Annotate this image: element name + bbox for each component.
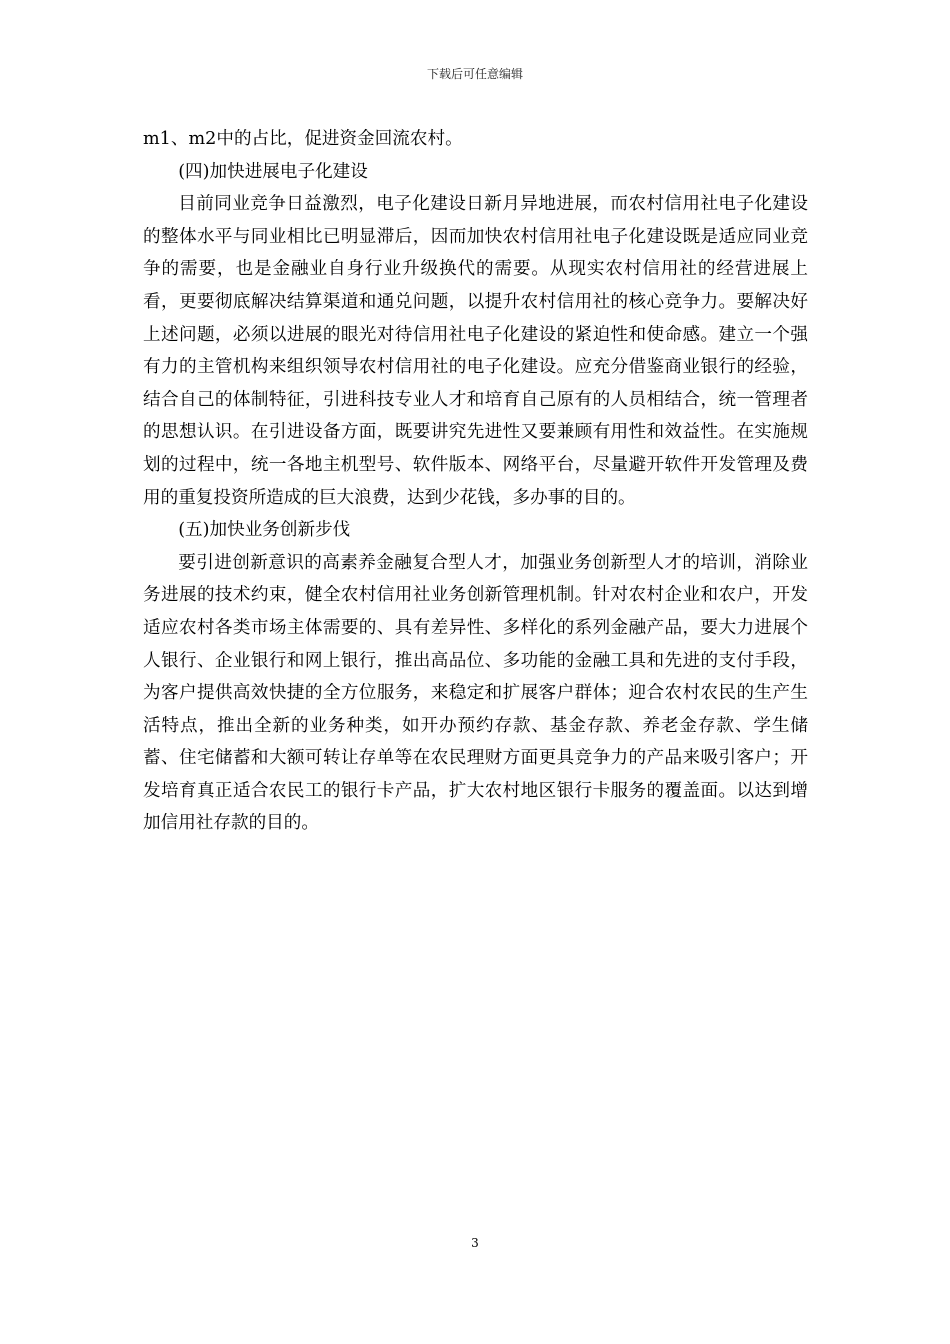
page-number: 3: [471, 1236, 479, 1250]
paragraph-continuation: m1、m2中的占比，促进资金回流农村。: [143, 129, 463, 149]
document-body: [143, 123, 808, 840]
page-header: 下载后可任意编辑: [426, 67, 523, 81]
paragraph-business-innovation: 要引进创新意识的高素养金融复合型人才，加强业务创新型人才的培训，消除业务进展的技术约束，健全农村信用社业务创新管理机制。针对农村企业和农户，开发适应农村各类市场主体需要的、具有差异性、多样化的系列金融产品，要大力进展个人银行、企业银行和网上银行，推出高品位、多功能的金融工具和先进的支付手段，为客户提供高效快捷的全方位服务，来稳定和扩展客户群体；迎合农村农民的生产生活特点，推出全新的业务种类，如开办预约存款、基金存款、养老金存款、学生储蓄、住宅储蓄和大额可转让存单等在农民理财方面更具竞争力的产品来吸引客户；开发培育真正适合农民工的银行卡产品，扩大农村地区银行卡服务的覆盖面。以达到增加信用社存款的目的。: [143, 552, 808, 834]
section-heading-5: (五)加快业务创新步伐: [178, 520, 351, 541]
section-heading-4: (四)加快进展电子化建设: [178, 161, 368, 182]
paragraph-electronic-construction: 目前同业竞争日益激烈，电子化建设日新月异地进展，而农村信用社电子化建设的整体水平与同业相比已明显滞后，因而加快农村信用社电子化建设既是适应同业竞争的需要，也是金融业自身行业升级换代的需要。从现实农村信用社的经营进展上看，更要彻底解决结算渠道和通兑问题，以提升农村信用社的核心竞争力。要解决好上述问题，必须以进展的眼光对待信用社电子化建设的紧迫性和使命感。建立一个强有力的主管机构来组织领导农村信用社的电子化建设。应充分借鉴商业银行的经验，结合自己的体制特征，引进科技专业人才和培育自己原有的人员相结合，统一管理者的思想认识。在引进设备方面，既要讲究先进性又要兼顾有用性和效益性。在实施规划的过程中，统一各地主机型号、软件版本、网络平台，尽量避开软件开发管理及费用的重复投资所造成的巨大浪费，达到少花钱，多办事的目的。: [143, 194, 808, 508]
